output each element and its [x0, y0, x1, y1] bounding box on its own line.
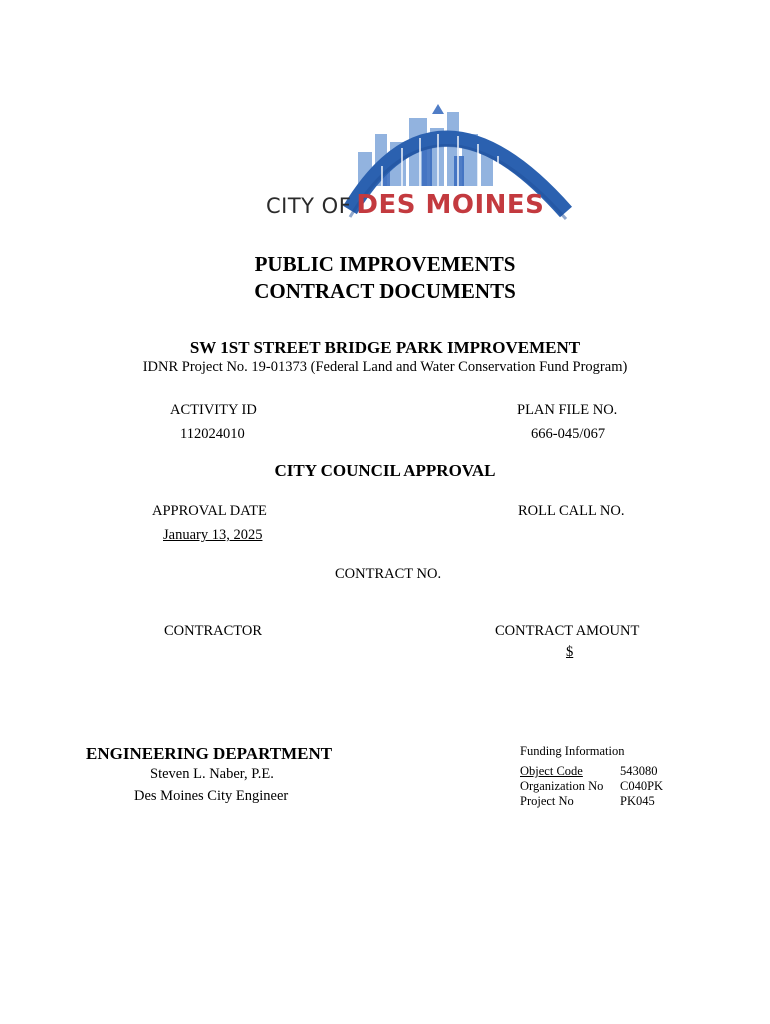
plan-file-value: 666-045/067 — [531, 426, 606, 442]
roll-call-label: ROLL CALL NO. — [518, 503, 625, 519]
plan-file-label: PLAN FILE NO. — [517, 402, 618, 418]
logo-city-of: CITY OF — [266, 194, 352, 218]
council-approval-heading: CITY COUNCIL APPROVAL — [274, 461, 496, 480]
contractor-label: CONTRACTOR — [164, 623, 263, 639]
logo-des-moines: DES MOINES — [356, 190, 545, 220]
project-name: SW 1ST STREET BRIDGE PARK IMPROVEMENT — [189, 338, 581, 357]
approval-date-value: January 13, 2025 — [163, 527, 263, 543]
activity-id-label: ACTIVITY ID — [170, 402, 257, 418]
city-engineer-name: Steven L. Naber, P.E. — [150, 766, 274, 782]
activity-id-value: 112024010 — [180, 426, 245, 442]
document-title-line2: CONTRACT DOCUMENTS — [254, 279, 516, 303]
contract-number-label: CONTRACT NO. — [335, 566, 442, 582]
city-logo — [262, 104, 572, 222]
city-engineer-title: Des Moines City Engineer — [134, 788, 289, 804]
funding-row — [520, 779, 663, 794]
funding-value: 543080 — [620, 764, 658, 778]
funding-row — [520, 794, 663, 809]
funding-label: Organization No — [520, 779, 604, 793]
funding-label: Project No — [520, 794, 574, 808]
contract-amount-label: CONTRACT AMOUNT — [495, 623, 640, 639]
approval-date-label: APPROVAL DATE — [152, 503, 267, 519]
funding-row — [520, 764, 663, 779]
document-title-line1: PUBLIC IMPROVEMENTS — [254, 252, 516, 276]
engineering-department-heading: ENGINEERING DEPARTMENT — [86, 744, 333, 763]
idnr-project-number: IDNR Project No. 19-01373 (Federal Land and Water Conservation Fund Program) — [142, 359, 628, 375]
funding-value: PK045 — [620, 794, 655, 808]
funding-label: Object Code — [520, 764, 583, 778]
funding-table — [520, 764, 663, 809]
contract-amount-value: $ — [566, 644, 574, 660]
funding-value: C040PK — [620, 779, 664, 793]
funding-information-heading: Funding Information — [520, 744, 625, 758]
logo-wordmark — [266, 190, 544, 220]
